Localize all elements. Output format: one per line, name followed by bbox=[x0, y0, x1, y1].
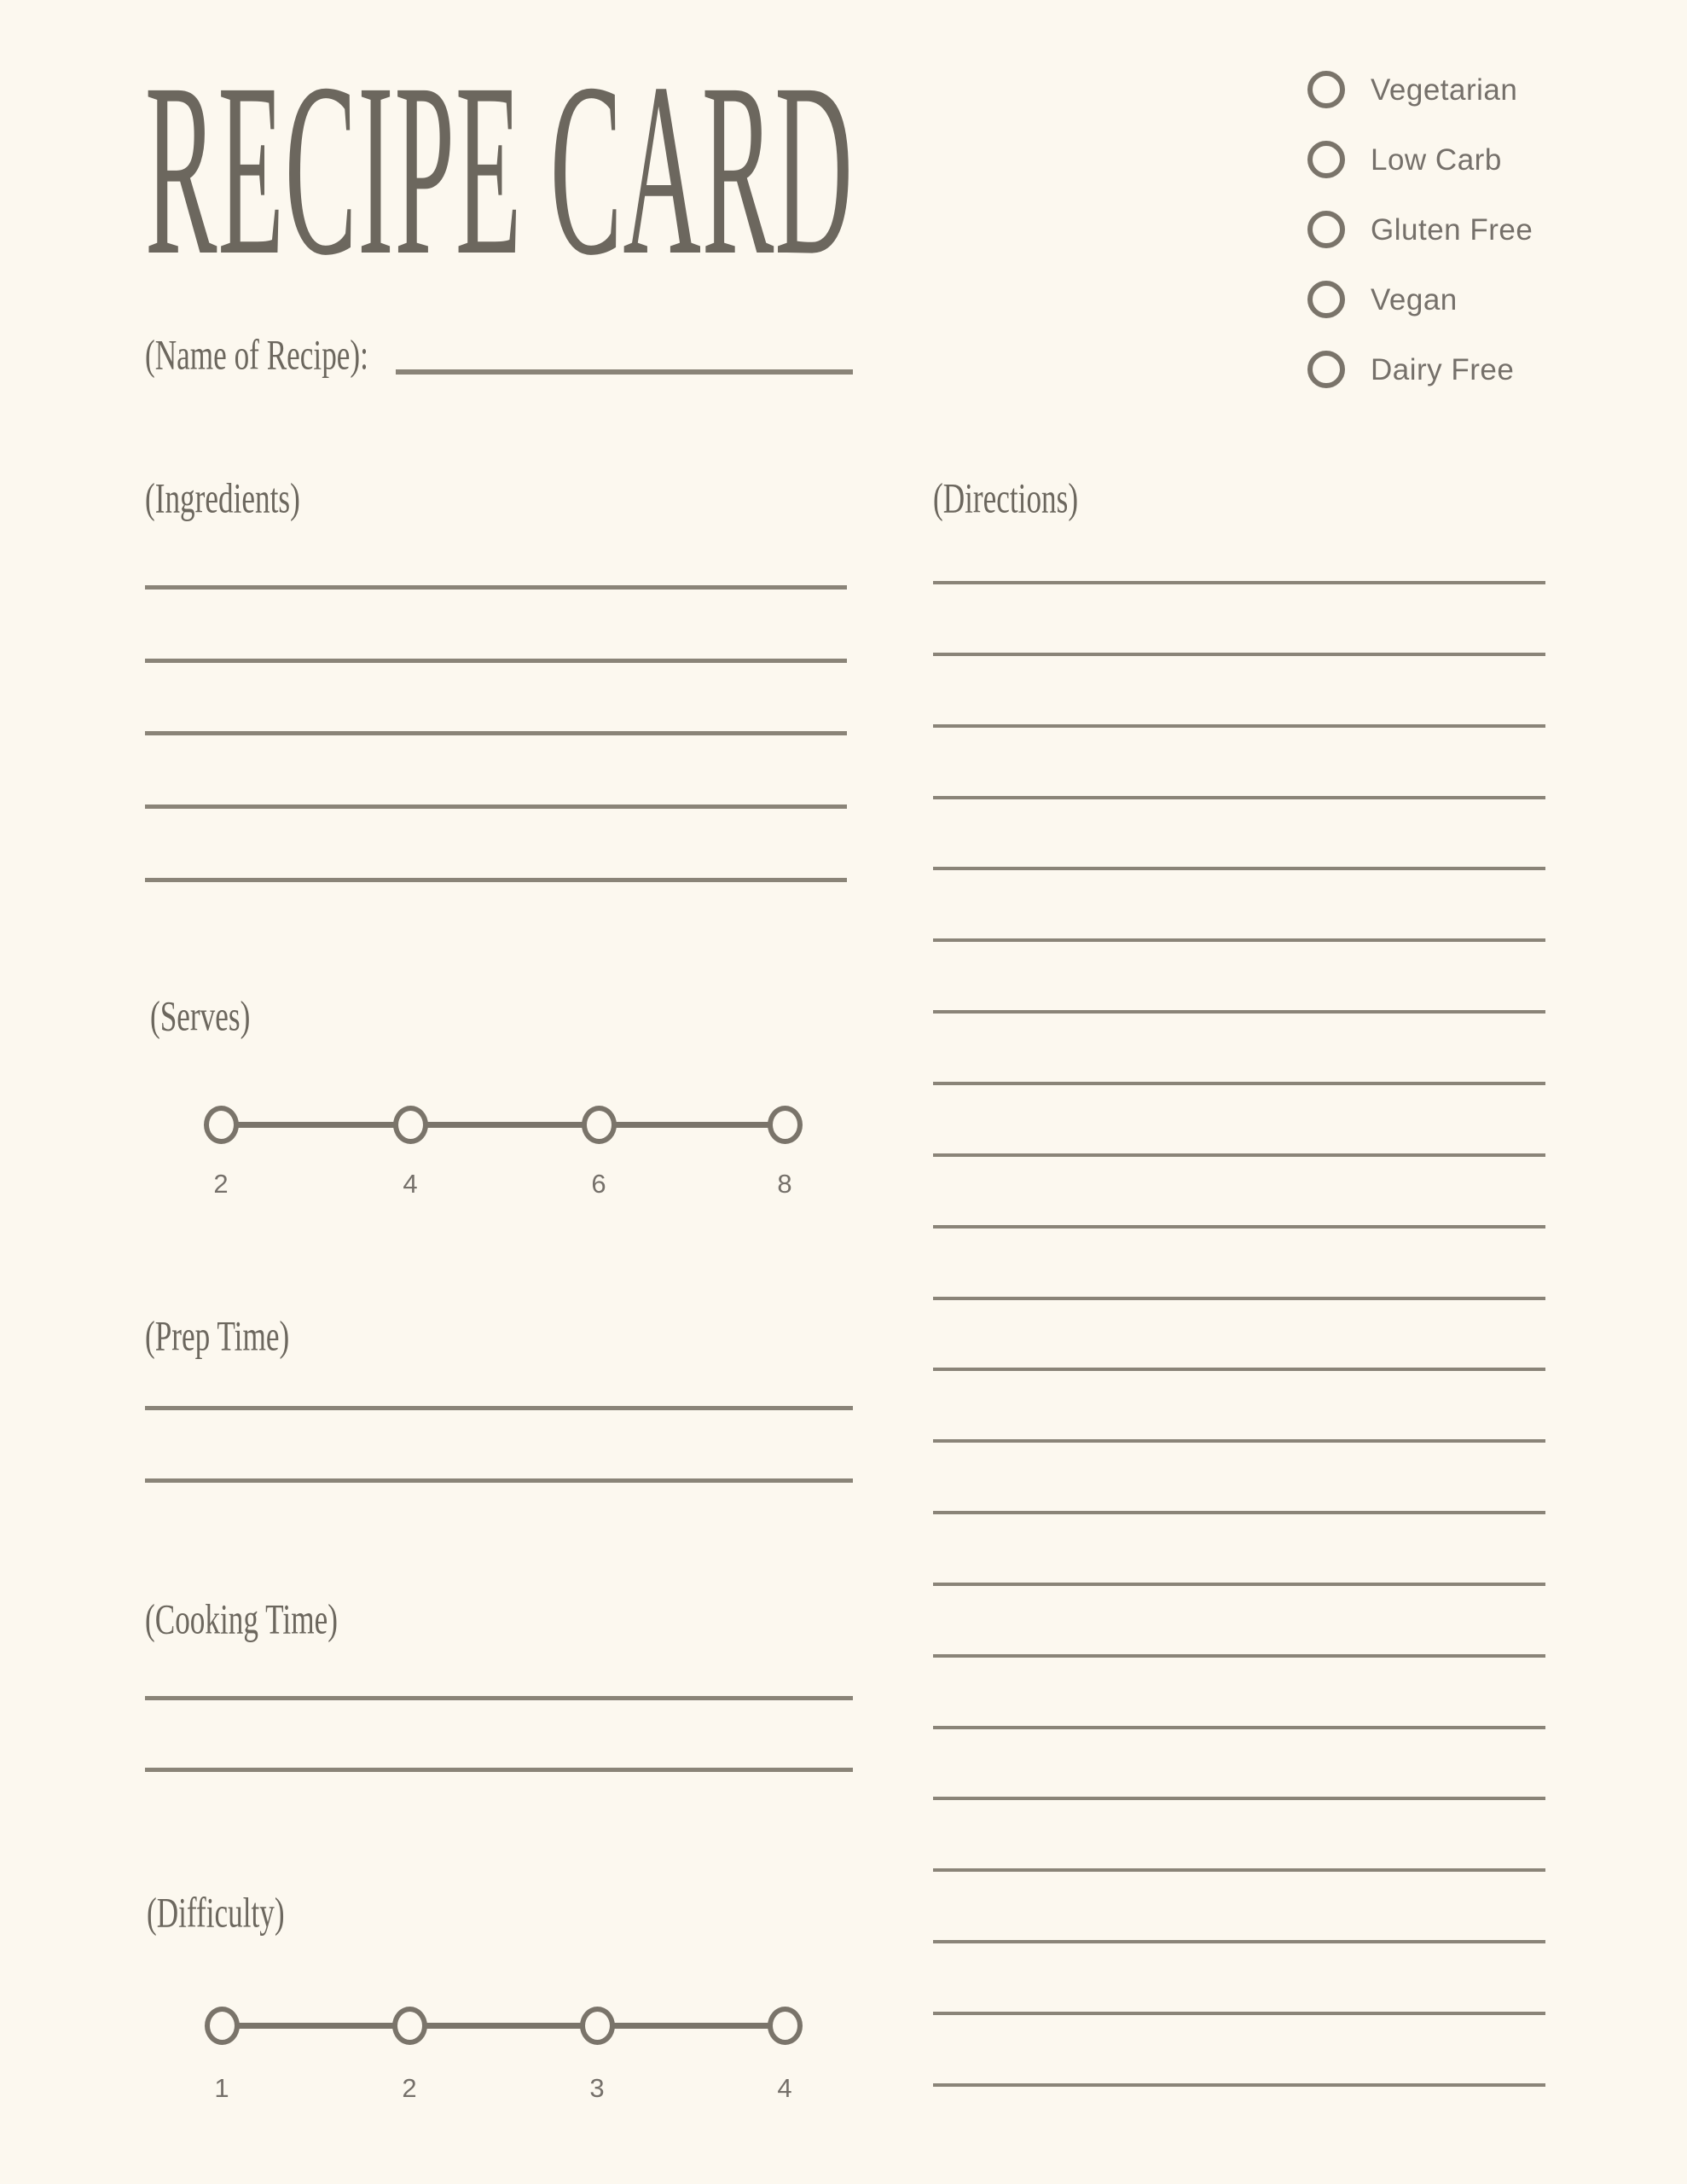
writing-line[interactable] bbox=[145, 585, 847, 590]
slider-stop[interactable] bbox=[393, 1106, 428, 1144]
writing-line[interactable] bbox=[145, 659, 847, 663]
dietary-option-label: Low Carb bbox=[1371, 142, 1502, 177]
writing-line[interactable] bbox=[145, 731, 847, 735]
slider-stop[interactable] bbox=[768, 2007, 803, 2045]
name-of-recipe-label: (Name of Recipe): bbox=[145, 331, 368, 379]
writing-line[interactable] bbox=[145, 1768, 853, 1772]
slider-stop-label: 1 bbox=[214, 2073, 229, 2103]
writing-line[interactable] bbox=[145, 804, 847, 809]
cooking-time-label: (Cooking Time) bbox=[145, 1595, 338, 1643]
writing-line[interactable] bbox=[933, 1797, 1545, 1800]
dietary-option-row[interactable] bbox=[1307, 211, 1533, 248]
writing-line[interactable] bbox=[933, 1225, 1545, 1228]
slider-stop-label: 4 bbox=[777, 2073, 792, 2103]
slider-stop-label: 8 bbox=[777, 1169, 792, 1199]
slider-track[interactable] bbox=[222, 2023, 785, 2029]
writing-line[interactable] bbox=[933, 1726, 1545, 1729]
writing-line[interactable] bbox=[933, 938, 1545, 942]
writing-line[interactable] bbox=[933, 796, 1545, 799]
writing-line[interactable] bbox=[933, 1940, 1545, 1943]
writing-line[interactable] bbox=[933, 724, 1545, 728]
radio-circle-icon[interactable] bbox=[1307, 141, 1345, 178]
dietary-option-label: Vegetarian bbox=[1371, 73, 1518, 107]
writing-line[interactable] bbox=[933, 1583, 1545, 1586]
writing-line[interactable] bbox=[145, 1478, 853, 1483]
dietary-option-label: Dairy Free bbox=[1371, 352, 1515, 386]
radio-circle-icon[interactable] bbox=[1307, 351, 1345, 388]
slider-stop[interactable] bbox=[392, 2007, 427, 2045]
dietary-option-row[interactable] bbox=[1307, 71, 1517, 108]
difficulty-label: (Difficulty) bbox=[147, 1889, 285, 1937]
writing-line[interactable] bbox=[933, 1082, 1545, 1085]
dietary-option-label: Gluten Free bbox=[1371, 212, 1533, 247]
writing-line[interactable] bbox=[933, 1511, 1545, 1514]
writing-line[interactable] bbox=[933, 1010, 1545, 1014]
writing-line[interactable] bbox=[145, 1406, 853, 1410]
prep-time-label: (Prep Time) bbox=[145, 1312, 290, 1360]
radio-circle-icon[interactable] bbox=[1307, 71, 1345, 108]
slider-stop-label: 6 bbox=[591, 1169, 606, 1199]
writing-line[interactable] bbox=[933, 2012, 1545, 2015]
slider-stop[interactable] bbox=[768, 1106, 803, 1144]
slider-stop-label: 2 bbox=[213, 1169, 229, 1199]
writing-line[interactable] bbox=[933, 1153, 1545, 1157]
writing-line[interactable] bbox=[933, 1654, 1545, 1658]
writing-line[interactable] bbox=[933, 1368, 1545, 1371]
writing-line[interactable] bbox=[933, 653, 1545, 656]
slider-stop[interactable] bbox=[205, 2007, 240, 2045]
dietary-option-row[interactable] bbox=[1307, 351, 1514, 388]
directions-label: (Directions) bbox=[933, 474, 1079, 522]
dietary-option-row[interactable] bbox=[1307, 141, 1502, 178]
writing-line[interactable] bbox=[933, 867, 1545, 870]
slider-stop[interactable] bbox=[582, 1106, 617, 1144]
slider-stop-label: 4 bbox=[403, 1169, 418, 1199]
name-of-recipe-line[interactable] bbox=[396, 369, 853, 375]
serves-label: (Serves) bbox=[150, 992, 251, 1040]
writing-line[interactable] bbox=[145, 1696, 853, 1700]
page-title: RECIPE CARD bbox=[145, 31, 854, 307]
dietary-option-row[interactable] bbox=[1307, 281, 1458, 318]
slider-stop[interactable] bbox=[204, 1106, 239, 1144]
ingredients-label: (Ingredients) bbox=[145, 474, 300, 522]
slider-stop-label: 2 bbox=[402, 2073, 417, 2103]
radio-circle-icon[interactable] bbox=[1307, 211, 1345, 248]
writing-line[interactable] bbox=[933, 1297, 1545, 1300]
writing-line[interactable] bbox=[933, 1439, 1545, 1443]
slider-stop[interactable] bbox=[580, 2007, 615, 2045]
slider-stop-label: 3 bbox=[589, 2073, 605, 2103]
writing-line[interactable] bbox=[933, 1868, 1545, 1872]
slider-track[interactable] bbox=[221, 1122, 785, 1128]
writing-line[interactable] bbox=[933, 2083, 1545, 2087]
writing-line[interactable] bbox=[145, 878, 847, 882]
radio-circle-icon[interactable] bbox=[1307, 281, 1345, 318]
dietary-option-label: Vegan bbox=[1371, 282, 1458, 317]
writing-line[interactable] bbox=[933, 581, 1545, 584]
